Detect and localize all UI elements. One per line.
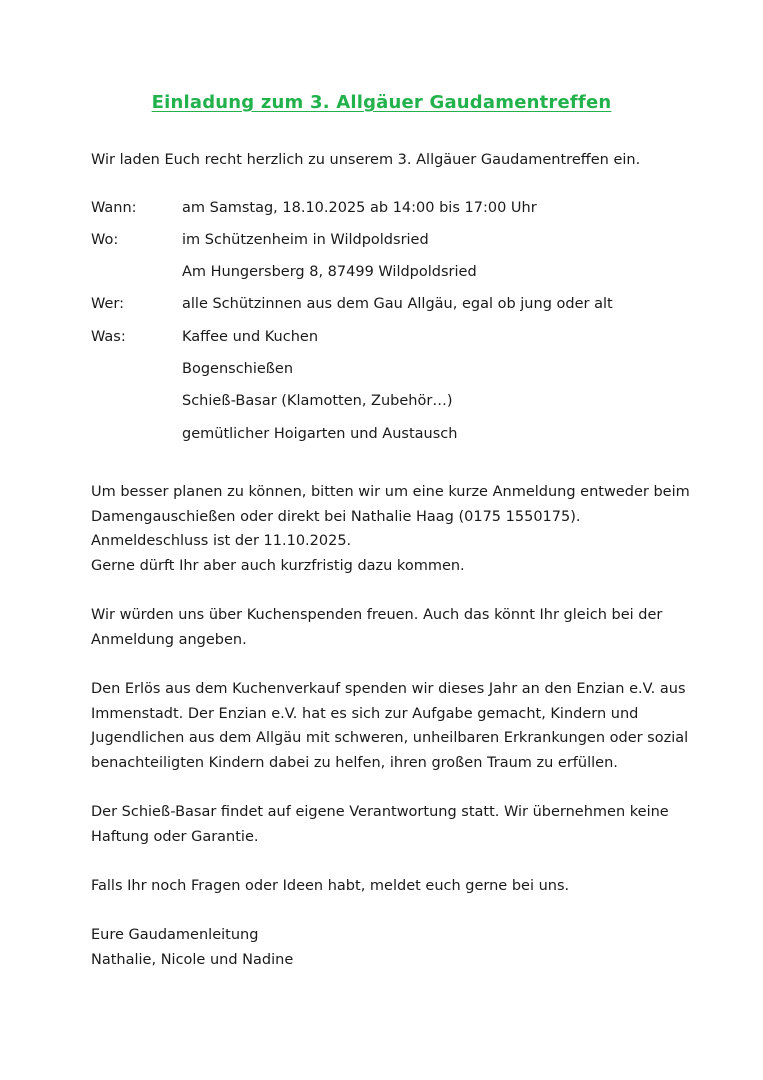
wer-value: alle Schützinnen aus dem Gau Allgäu, egal ob jung oder alt [182, 296, 613, 312]
registration-deadline: Anmeldeschluss ist der 11.10.2025. [91, 533, 352, 549]
registration-line: Um besser planen zu können, bitten wir um eine kurze Anmeldung entweder beim [91, 484, 690, 500]
signature-block [91, 923, 293, 972]
wann-value: am Samstag, 18.10.2025 ab 14:00 bis 17:00 Uhr [182, 200, 537, 216]
registration-paragraph [91, 480, 690, 578]
intro-text: Wir laden Euch recht herzlich zu unserem 3. Allgäuer Gaudamentreffen ein. [91, 152, 641, 168]
signature-names: Nathalie, Nicole und Nadine [91, 951, 294, 968]
questions-text: Falls Ihr noch Fragen oder Ideen habt, meldet euch gerne bei uns. [91, 878, 570, 894]
registration-line: Damengauschießen oder direkt bei Nathalie Haag (0175 1550175). [91, 508, 581, 525]
signature-line: Eure Gaudamenleitung [91, 927, 259, 943]
was-label: Was: [91, 329, 126, 345]
registration-line: Gerne dürft Ihr aber auch kurzfristig dazu kommen. [91, 557, 465, 574]
wer-label: Wer: [91, 296, 125, 312]
was-item: Schieß-Basar (Klamotten, Zubehör…) [182, 393, 453, 409]
bazaar-line: Der Schieß-Basar findet auf eigene Verantwortung statt. Wir übernehmen keine [91, 804, 669, 820]
page-title: Einladung zum 3. Allgäuer Gaudamentreffen [151, 92, 612, 113]
donation-line: Immenstadt. Der Enzian e.V. hat es sich zur Aufgabe gemacht, Kindern und [91, 705, 639, 722]
cakes-paragraph [91, 603, 662, 652]
bazaar-paragraph [91, 800, 669, 849]
cakes-line: Wir würden uns über Kuchenspenden freuen. Auch das könnt Ihr gleich bei der [91, 607, 663, 623]
donation-line: benachteiligten Kindern dabei zu helfen, ihren großen Traum zu erfüllen. [91, 754, 618, 771]
bazaar-line: Haftung oder Garantie. [91, 828, 259, 845]
was-item: Bogenschießen [182, 361, 294, 377]
wo-value-line-1: im Schützenheim in Wildpoldsried [182, 232, 429, 248]
donation-line: Jugendlichen aus dem Allgäu mit schweren, unheilbaren Erkrankungen oder sozial [91, 730, 689, 746]
cakes-line: Anmeldung angeben. [91, 631, 247, 648]
donation-paragraph [91, 677, 688, 775]
was-item: gemütlicher Hoigarten und Austausch [182, 426, 458, 442]
wann-label: Wann: [91, 200, 137, 216]
wo-label: Wo: [91, 232, 119, 248]
donation-line: Den Erlös aus dem Kuchenverkauf spenden wir dieses Jahr an den Enzian e.V. aus [91, 681, 686, 697]
wo-value-line-2: Am Hungersberg 8, 87499 Wildpoldsried [182, 264, 477, 280]
was-item: Kaffee und Kuchen [182, 329, 319, 345]
